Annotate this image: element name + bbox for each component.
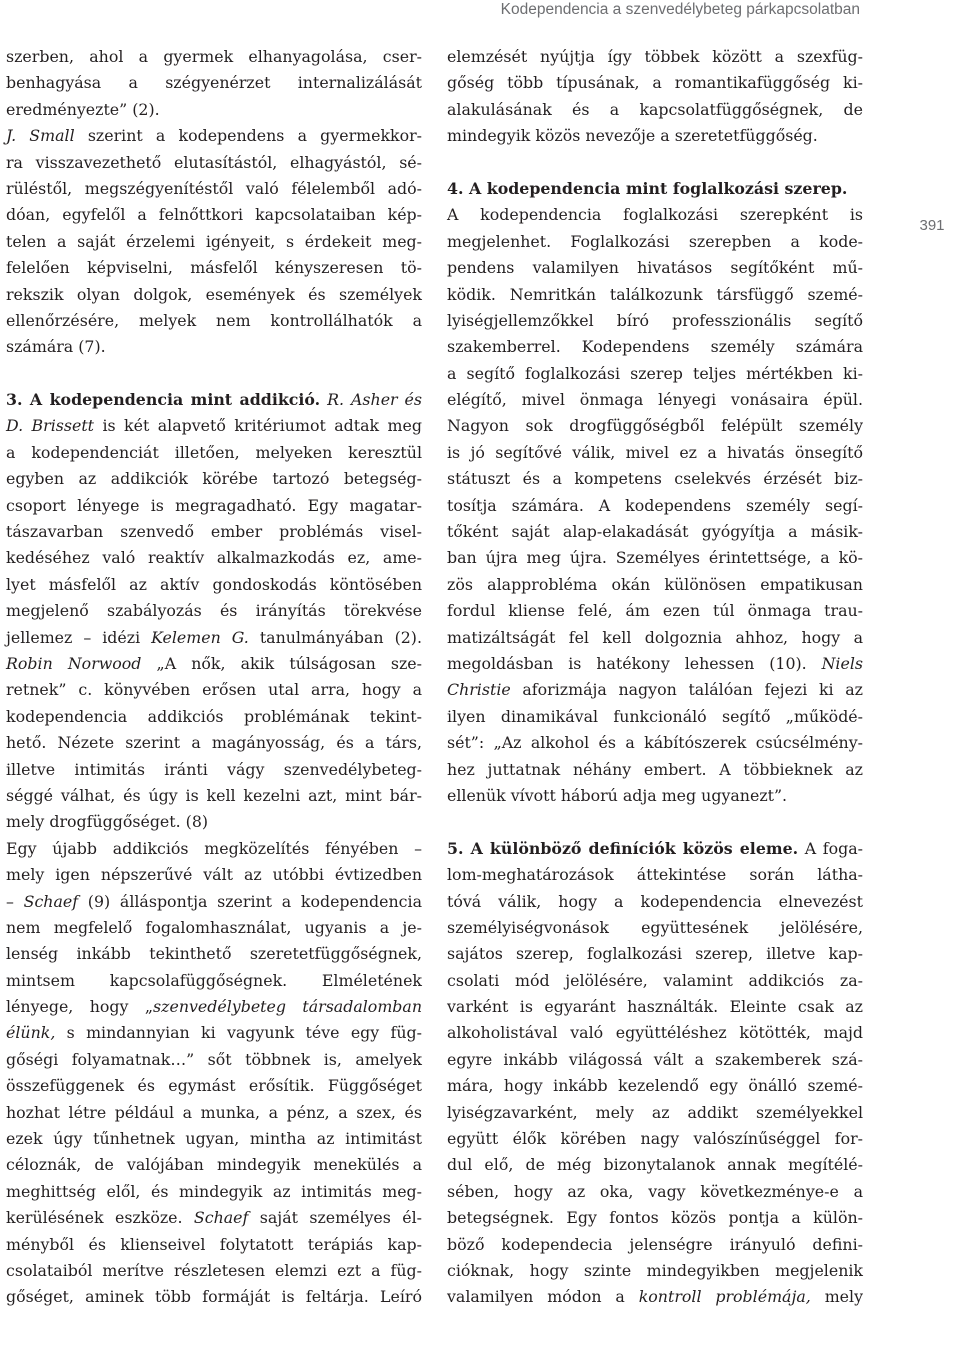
text-line: csolati mód jelölésére, valamint addikciós za-	[447, 970, 863, 990]
text-run: –	[6, 891, 24, 911]
italic-run: kontroll problémája,	[638, 1287, 811, 1307]
italic-run: Schaef	[193, 1208, 249, 1228]
text-line: mindegyik közös nevezője a szeretetfüggőség.	[447, 126, 818, 146]
text-line: sajátos szerep, foglalkozási szerep, illetve kap-	[447, 944, 863, 964]
text-line: számára (7).	[6, 337, 106, 357]
text-line: a segítő foglalkozási szerep teljes mértékben ki-	[447, 363, 863, 383]
text-line: böző kodependecia jelenségre irányuló defini-	[447, 1234, 863, 1254]
text-line: együtt élők körében nagy valószínűséggel for-	[447, 1129, 863, 1149]
italic-run: Christie	[447, 680, 511, 700]
text-line: meghittség elől, és mindegyik az intimitás meg-	[6, 1181, 422, 1201]
text-line: Egy újabb addikciós megközelítés fényében –	[6, 838, 422, 858]
running-head: Kodependencia a szenvedélybeteg párkapcsolatban	[500, 1, 860, 18]
text-line: varként is egyaránt használták. Eleinte csak az	[447, 997, 863, 1017]
text-line: mely igen népszerűvé vált az utóbbi évtizedben	[6, 865, 422, 885]
text-line: rüléstől, megszégyenítéstől való félelemből adó-	[6, 178, 422, 198]
italic-run: Kelemen G.	[151, 627, 249, 647]
left-column	[6, 44, 422, 1311]
text-line	[6, 387, 422, 413]
text-line: ban újra meg újra. Személyes érintettsége, a kö-	[447, 548, 863, 568]
italic-run: szenvedélybeteg társadalomban	[153, 997, 422, 1017]
bold-run: 4. A kodependencia mint foglalkozási szerep.	[447, 178, 848, 198]
text-line: Nagyon sok drogfüggőségből felépült személy	[447, 416, 863, 436]
text-line: személyiségvonások együttesének jelölésére,	[447, 917, 863, 937]
text-line	[6, 625, 422, 651]
text-line: betegségnek. Egy fontos közös pontja a külön-	[447, 1208, 863, 1228]
text-line: eredményezte” (2).	[6, 99, 160, 119]
text-line: ilyen dinamikával funkcionáló segítő „működé-	[447, 706, 863, 726]
text-line: lyiségzavarként, mely az addikt személyekkel	[447, 1102, 863, 1122]
text-line: ködik. Nemritkán találkozunk társfüggő szemé-	[447, 284, 863, 304]
text-line	[6, 994, 422, 1020]
text-line: benhagyása a szégyenérzet internalizálását	[6, 73, 422, 93]
text-line: tosítja számára. A kodependens személy segí-	[447, 495, 863, 515]
text-run: mely	[810, 1287, 864, 1307]
text-line	[6, 413, 422, 439]
text-line: dul elő, de még bizonytalanok annak megítélé-	[447, 1155, 863, 1175]
text-line: illetve intimitás iránti vágy szenvedélybeteg-	[6, 759, 422, 779]
text-line: kodependencia addikciós problémának tekint-	[6, 706, 422, 726]
text-line: fordul kliense felé, ám ezen túl önmaga trau-	[447, 601, 863, 621]
paragraph-gap	[447, 809, 863, 835]
text-line: mintsem kapcsolafüggőségnek. Elméletének	[6, 970, 422, 990]
text-line: retnek” c. könyvében erősen utal arra, hogy a	[6, 680, 422, 700]
text-line: céloznák, de valójában mindegyik menekülés a	[6, 1155, 422, 1175]
text-run: szerint a kodependens a gyermekkor-	[74, 126, 422, 146]
text-line: gőség több típusának, a romantikafüggőség ki-	[447, 73, 863, 93]
italic-run: Robin Norwood	[6, 653, 142, 673]
text-line: ra visszavezethető elutasítástól, elhagyástól, sé-	[6, 152, 422, 172]
text-line: zös alapprobléma okán különösen empatikusan	[447, 574, 863, 594]
text-line: egyre inkább világossá vált a szakemberek szá-	[447, 1049, 863, 1069]
text-run: s mindannyian ki vagyunk téve egy füg-	[55, 1023, 422, 1043]
text-run: kerülésének eszköze.	[6, 1208, 194, 1228]
text-line	[6, 123, 422, 149]
text-line: megjelenő szabályozás és irányítás törekvése	[6, 601, 422, 621]
text-line: cióknak, hogy szinte mindegyikben megjelenik	[447, 1260, 863, 1280]
text-run: aforizmája nagyon találóan fejezi ki az	[510, 680, 863, 700]
italic-run: D. Brissett	[6, 416, 95, 436]
text-line: nem megfelelő fogalomhasználat, ugyanis a je-	[6, 917, 422, 937]
text-line: séggé válhat, és úgy is kell kezelni azt, mint bár-	[6, 785, 422, 805]
italic-run: élünk,	[6, 1023, 56, 1043]
text-line	[447, 677, 863, 703]
text-line: dóan, egyfelől a felnőttkori kapcsolataiban kép-	[6, 205, 422, 225]
text-line: csolataiból merítve részletesen elemzi ezt a füg-	[6, 1260, 422, 1280]
text-run: tanulmányában (2).	[248, 627, 422, 647]
text-line: sét”: „Az alkohol és a kábítószerek csúcsélmény-	[447, 733, 863, 753]
text-line: alkoholistával való együttéléshez kötötték, majd	[447, 1023, 863, 1043]
text-line	[6, 651, 422, 677]
text-run: valamilyen módon a	[447, 1287, 639, 1307]
italic-run: J. Small	[6, 126, 75, 146]
text-line: ményből és klienseivel folytatott terápiás kap-	[6, 1234, 422, 1254]
text-line: szerben, ahol a gyermek elhanyagolása, cser-	[6, 47, 422, 66]
text-line	[6, 1020, 422, 1046]
text-line: elemzését nyújtja így többek között a szexfüg-	[447, 47, 863, 66]
text-line: kedéséhez való reaktív alkalmazkodás ez, ame-	[6, 548, 422, 568]
text-line: elégítő, mivel önmaga lényegi vonásaira épül.	[447, 390, 863, 410]
text-line	[6, 889, 422, 915]
text-line: ellenük vívott háború adja meg ugyanezt”.	[447, 785, 788, 805]
text-run: is két alapvető kritériumot adtak meg	[94, 416, 422, 436]
text-line	[447, 176, 863, 202]
italic-run: Schaef	[23, 891, 79, 911]
page-number: 391	[919, 217, 945, 234]
text-line: státuszt és a kompetens cselekvés érzését biz-	[447, 469, 863, 489]
text-line: egyben az addikciók körébe tartozó betegség-	[6, 469, 422, 489]
text-line: rekszik olyan dolgok, események és személyek	[6, 284, 422, 304]
text-line: matizáltságát fel kell dolgoznia ahhoz, hogy a	[447, 627, 863, 647]
text-line: alakulásának és a kapcsolatfüggőségnek, de	[447, 99, 863, 119]
text-line: összefüggenek és egymást erősítik. Függőséget	[6, 1076, 422, 1096]
text-line	[447, 1284, 863, 1310]
text-run: jellemez – idézi	[6, 627, 152, 647]
paragraph-gap	[6, 361, 422, 387]
text-line: felelően képviselni, másfelől kényszeresen tö-	[6, 258, 422, 278]
text-run: A foga-	[798, 838, 863, 858]
text-line: lom-meghatározások áttekintése során látha-	[447, 865, 863, 885]
text-line: mára, hogy inkább kezelendő egy önálló szemé-	[447, 1076, 863, 1096]
text-line	[447, 651, 863, 677]
text-run: megoldásban is hatékony lehessen (10).	[447, 653, 822, 673]
text-line: tőként saját alap-elakadását gyógyítja a másik-	[447, 522, 863, 542]
italic-run: Niels	[821, 653, 863, 673]
text-run: lényege, hogy „	[6, 997, 154, 1017]
text-line: lyet másfelől az aktív gondoskodás köntösében	[6, 574, 422, 594]
text-run: saját személyes él-	[248, 1208, 422, 1228]
text-line: pendens valamilyen hivatásos segítőként mű-	[447, 258, 863, 278]
text-line: mely drogfüggőséget. (8)	[6, 812, 209, 832]
bold-run: 5. A különböző definíciók közös eleme.	[447, 838, 799, 858]
text-line: telen a saját érzelemi igényeit, s érdekeit meg-	[6, 231, 422, 251]
paragraph-gap	[447, 150, 863, 176]
text-line: csoport lényege is megragadható. Egy magatar-	[6, 495, 422, 515]
text-run: „A nők, akik túlságosan sze-	[141, 653, 422, 673]
italic-run: R. Asher és	[327, 390, 422, 410]
text-run: (9) álláspontja szerint a kodependencia	[78, 891, 422, 911]
text-line: is jó segítővé válik, mivel ez a hivatás önsegítő	[447, 442, 863, 462]
text-line: tászavarban szenvedő ember problémás visel-	[6, 522, 422, 542]
text-line: gőségi folyamatnak…” sőt többnek is, amelyek	[6, 1049, 422, 1069]
text-line	[447, 836, 863, 862]
text-line: tóvá válik, hogy a kodependencia elnevezést	[447, 891, 863, 911]
text-line: hez juttatnak néhány embert. A többieknek az	[447, 759, 863, 779]
text-line: gőséget, aminek több formáját is feltárja. Leíró	[6, 1287, 422, 1307]
text-line: a kodependenciát illetően, melyeken keresztül	[6, 442, 422, 462]
right-column	[447, 44, 863, 1311]
text-line: ezek úgy tűnhetnek ugyan, mintha az intimitást	[6, 1129, 422, 1149]
bold-run: 3. A kodependencia mint addikció.	[6, 390, 321, 410]
text-line: lyiségjellemzőkkel bíró professzionális segítő	[447, 310, 863, 330]
text-line	[6, 1205, 422, 1231]
text-line: lenség inkább tekinthető szeretetfüggőségnek,	[6, 944, 422, 964]
text-line: hozhat létre például a munka, a pénz, a szex, és	[6, 1102, 422, 1122]
text-line: ellenőrzésére, melyek nem kontrollálhatók a	[6, 310, 422, 330]
text-line: A kodependencia foglalkozási szerepként is	[447, 205, 863, 225]
text-line: szakemberrel. Kodependens személy számára	[447, 337, 863, 357]
text-line: sében, hogy az oka, vagy következménye-e a	[447, 1181, 863, 1201]
text-line: hető. Nézete szerint a magányosság, és a társ,	[6, 733, 422, 753]
text-line: megjelenhet. Foglalkozási szerepben a kode-	[447, 231, 863, 251]
